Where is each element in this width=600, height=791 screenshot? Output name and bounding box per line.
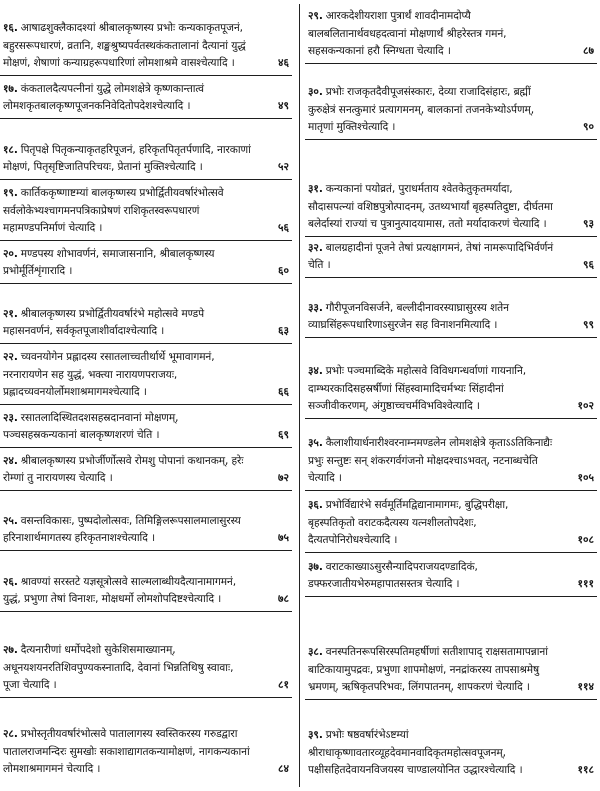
toc-entry	[305, 278, 597, 338]
toc-entry	[305, 140, 597, 237]
entry-number: १८.	[3, 143, 18, 156]
toc-entry	[305, 3, 597, 64]
entry-text: आरकदेशीयराशा पुत्रार्थं शावदीनामदोप्यै बालबलितानार्थवधहदत्वानां मोक्षणार्थं श्रीहरेस्तत्र गमनं, सहसकन्यकानां हरौ स्निग्धता चेत्यादि ।	[308, 10, 507, 58]
entry-number: २८.	[3, 728, 18, 741]
toc-entry	[0, 491, 292, 551]
entry-text: गौरीपूजनविसर्जने, बल्लीदीनावरस्याघ्रासुरस्य शतेन व्याघ्रसिंहरूपधारिणाऽसुरजेन सह विनाशनमित्यादि ।	[308, 301, 509, 332]
toc-entry	[0, 405, 292, 448]
entry-number: २६.	[3, 575, 18, 588]
right-column	[305, 3, 597, 782]
entry-number: १९.	[3, 187, 18, 200]
entry-text: कंकतालदैत्यपत्नीनां युद्धे लोमशक्षेत्रे कृष्णकान्तात्वं लोमशकृतबालकृष्णपूजनकनिवेदितोपदेशश्चेत्यादि ।	[3, 82, 204, 113]
page-number: ९३	[582, 218, 594, 231]
entry-text: दैत्यनारीणां धर्मोपदेशो सुकेशिसमाख्यानम्, अधूनयशयनरतिशिवपुण्यकस्नातादि, देवानां भिन्नतिथिषु स्वावाः, पूजा चेत्यादि ।	[3, 644, 234, 692]
entry-number: ३९.	[308, 729, 323, 742]
entry-text: पितृपक्षे पितृकन्याकृतहरिपूजनं, हरिकृतपितृतर्पणादि, नारकाणां मोक्षणं, पितृसृष्टिजातिपरिचयः, प्रेतानां मुक्तिश्चेत्यादि ।	[3, 143, 251, 174]
entry-text: वनस्पतिनरूपसिरस्पतिमहर्षीणां सतीशापाद् राक्षसतामापन्नानां बाटिकायामुपद्रवः, प्रभुणा शापमोक्षणं, ननद्रांकरस्य तापसाश्रमेषु भ्रमणम्, ऋषिकृतपरिभवः, लिंगपातनम्, शापकरणं चेत्यादि ।	[308, 646, 548, 694]
toc-entry	[305, 553, 597, 597]
entry-text: प्रभोस्तृतीयवर्षारंभोत्सवे पातालागस्य स्वस्तिकरस्य गरुडद्वारा पातालराजमन्दिरः सुमखोः सकाशाद्यागतकन्यामोक्षणं, नागकन्यकानां लोमशाश्रमागमनं चेत्यादि ।	[3, 728, 250, 776]
toc-entry	[305, 237, 597, 278]
page-number: ६६	[277, 386, 289, 399]
entry-number: ३०.	[308, 86, 323, 99]
entry-text: प्रभोः राजकृतदैवीपूजसंस्कारः, देव्या राजादिसंहारः, ब्रह्मीं कुरुक्षेत्रं सनत्कुमारं प्रत्यागमनम्, बालकानां तजनकेभ्योऽर्पणम्, मातृणां मुक्तिश्चेत्यादि ।	[308, 86, 535, 134]
entry-number: ३६.	[308, 499, 323, 512]
entry-number: २२.	[3, 351, 18, 364]
page-number: ११४	[577, 681, 594, 694]
page-number: ९०	[582, 121, 594, 134]
toc-entry	[305, 491, 597, 553]
toc-entry	[0, 344, 292, 405]
entry-text: वसन्तविकासः, पुष्पदोलोत्सवः, तिमिङ्गिलरूपसालमालासुरस्य हरिनाशार्थमागतस्य हरिकृतनाशश्चेत्यादि ।	[3, 514, 241, 545]
entry-text: श्रीबालकृष्णस्य प्रभोर्द्वितीयवर्षारंभे महोत्सवे मण्डपे महासनवर्णनं, सर्वकृतपूजाशीर्वादाश्चेत्यादि ।	[3, 307, 204, 338]
entry-number: २७.	[3, 644, 18, 657]
toc-entry	[0, 612, 292, 698]
page-number: ४६	[277, 57, 289, 70]
toc-entry	[0, 76, 292, 119]
page-number: ५६	[277, 222, 289, 235]
page-number: ४९	[277, 100, 289, 113]
entry-text: बालग्रहादीनां पूजने तेषां प्रत्यक्षागमनं, तेषां नामरूपादिभिर्वर्णनं चेति ।	[308, 241, 554, 272]
entry-text: मण्डपस्य शोभावर्णनं, समाजासनानि, श्रीबालकृष्णस्य प्रभोर्मूर्तिशृंगारादि ।	[3, 247, 215, 278]
toc-entry	[0, 119, 292, 180]
page-number: १०५	[577, 472, 594, 485]
page-number: ५२	[277, 161, 289, 174]
page-number: १११	[577, 578, 594, 591]
entry-text: वराटकाख्याऽसुरसैन्यादिपराजयदण्डादिकं, डफ्फरजातीयभेरुमहापातसस्तत्र चेत्यादि ।	[308, 560, 478, 591]
toc-entry	[305, 597, 597, 700]
entry-text: च्यवनयोगेन प्रह्लादस्य रसातलाच्चतीर्थार्थे भूमावागमनं, नरनारायणेन सह युद्धं, भक्त्या नारायणपराजयः, प्रह्लादच्यवनयोर्लोमशाश्रमागमश्चेत्यादि ।	[3, 351, 215, 399]
entry-text: श्रीबालकृष्णस्य प्रभोर्जीर्णोत्सवे रोमशु पोपानां कथानकम्, हरेः रोम्णां तु नारायणस्य चेत्यादि ।	[3, 454, 244, 485]
entry-number: १६.	[3, 22, 18, 35]
entry-number: २९.	[308, 10, 323, 23]
page-number: ६९	[277, 429, 289, 442]
entry-number: ३२.	[308, 241, 323, 254]
page-number: ११८	[577, 764, 594, 777]
entry-number: २१.	[3, 307, 18, 320]
toc-entry	[0, 3, 292, 76]
entry-number: ३४.	[308, 365, 323, 378]
entry-number: ३७.	[308, 560, 323, 573]
entry-number: १७.	[3, 82, 18, 95]
toc-entry	[0, 698, 292, 781]
page-number: ९६	[582, 259, 594, 272]
entry-text: प्रभोः पञ्चमाब्दिके महोत्सवे विविधगन्धर्वाणां गायनानि, दाम्भ्यरकादिसहस्रर्षीणां सिंहस्वामादिचर्मभ्यः सिंहादीनां सञ्जीवीकरणम्, अंगुष्ठाच्चचर्मविभविश्वेत्यादि ।	[308, 365, 527, 413]
page-number: ६३	[277, 325, 289, 338]
entry-text: श्रावण्यां सरस्तटे यज्ञसूत्रोत्सवे साल्मलाब्धीयदैत्यानामागमनं, युद्धं, प्रभुणा तेषां विनाशः, मोक्षधर्मो लोमशोपदिष्टश्चेत्यादि ।	[3, 575, 236, 606]
column-divider	[299, 4, 300, 787]
toc-entry	[0, 180, 292, 241]
entry-text: आषाढशुक्लैकादश्यां श्रीबालकृष्णस्य प्रभोः कन्यकाकृतपूजनं, बहुरसरूपधारणं, व्रतानि, शङ्खश्रुष्यपर्वतस्थकंकतालानां दैत्यानां युद्धं मोक्षणं, शेषाणां कन्याग्रहरूपधारिणां लोमशाश्रमे वासश्चेत्यादि ।	[3, 22, 246, 70]
entry-number: २४.	[3, 454, 18, 467]
entry-number: २५.	[3, 514, 18, 527]
page-number: ८४	[277, 763, 289, 776]
toc-entry	[0, 448, 292, 491]
page-number: ९९	[582, 319, 594, 332]
page-number: ८७	[582, 45, 594, 58]
toc-entry	[305, 64, 597, 140]
toc-entry	[305, 700, 597, 782]
entry-text: रसातलादिस्थितदशसहस्रदानवानां मोक्षणम्, पञ्चसहस्रकन्यकानां बालकृष्णशरणं चेति ।	[3, 411, 179, 442]
entry-number: ३३.	[308, 301, 323, 314]
entry-number: ३५.	[308, 437, 323, 450]
page-number: ७२	[277, 472, 289, 485]
entry-text: कन्यकानां पयोव्रतं, पुराधर्मताय श्वेतकेतुकृतमर्यादा, सौदासपत्न्यां वशिष्ठपुत्रोत्पादनम्, उतथ्यभार्यां बृहस्पतिदुष्टा, दीर्घतमा बलेर्दास्यां राज्यां च पुत्रानुत्पादयामास, ततो मर्यादाकरणं चेत्यादि ।	[308, 183, 553, 231]
entry-number: ३८.	[308, 646, 323, 659]
page-number: १०२	[577, 400, 594, 413]
toc-entry	[0, 551, 292, 612]
page-number: ७५	[277, 532, 289, 545]
entry-number: २०.	[3, 247, 18, 260]
toc-entry	[0, 284, 292, 344]
entry-text: कैलाशीयार्धनारीश्वरनाम्नमण्डलेन लोमशक्षेत्रे कृताऽऽतिकिनाद्यैः प्रभुः सन्तुष्टः सन् शंकरगर्वगंजनो मोक्षदश्चाऽभवत्, नटनाब्धचेति चेत्यादि ।	[308, 437, 553, 485]
toc-entry	[305, 419, 597, 491]
entry-text: कार्तिककृष्णाष्टम्यां बालकृष्णस्य प्रभोर्द्वितीयवर्षारंभोत्सवे सर्वलोकेभ्यश्चागमनपत्रिकाप्रेषणं राशिकृतस्वरूपधारणं महामण्डपनिर्माणं चेत्यादि ।	[3, 187, 224, 235]
toc-entry	[305, 338, 597, 419]
page-number: ६०	[277, 265, 289, 278]
toc-entry	[0, 241, 292, 284]
left-column	[0, 3, 292, 781]
page-number: ७८	[277, 593, 289, 606]
page-number: ८१	[277, 679, 289, 692]
page-number: १०८	[577, 534, 594, 547]
entry-number: ३१.	[308, 183, 323, 196]
entry-text: प्रभोर्विद्यारंभे सर्वमूर्तिमद्विद्यानामागमः, बुद्धिपरीक्षा, बृहस्पतिकृतो वराटकदैत्यस्य यत्नशीलतोपदेशः, दैत्यतपोनिरोधश्चेत्यादि ।	[308, 499, 509, 547]
entry-text: प्रभोः षष्ठवर्षारंभेऽष्टम्यां श्रीराधाकृष्णावतारव्यूहदेवमानवादिकृतमहोत्सवपूजनम्, पक्षीसहितदेवायनविजयस्य चाण्डालयोनित उद्धारश्चेत्यादि ।	[308, 729, 523, 777]
entry-number: २३.	[3, 411, 18, 424]
